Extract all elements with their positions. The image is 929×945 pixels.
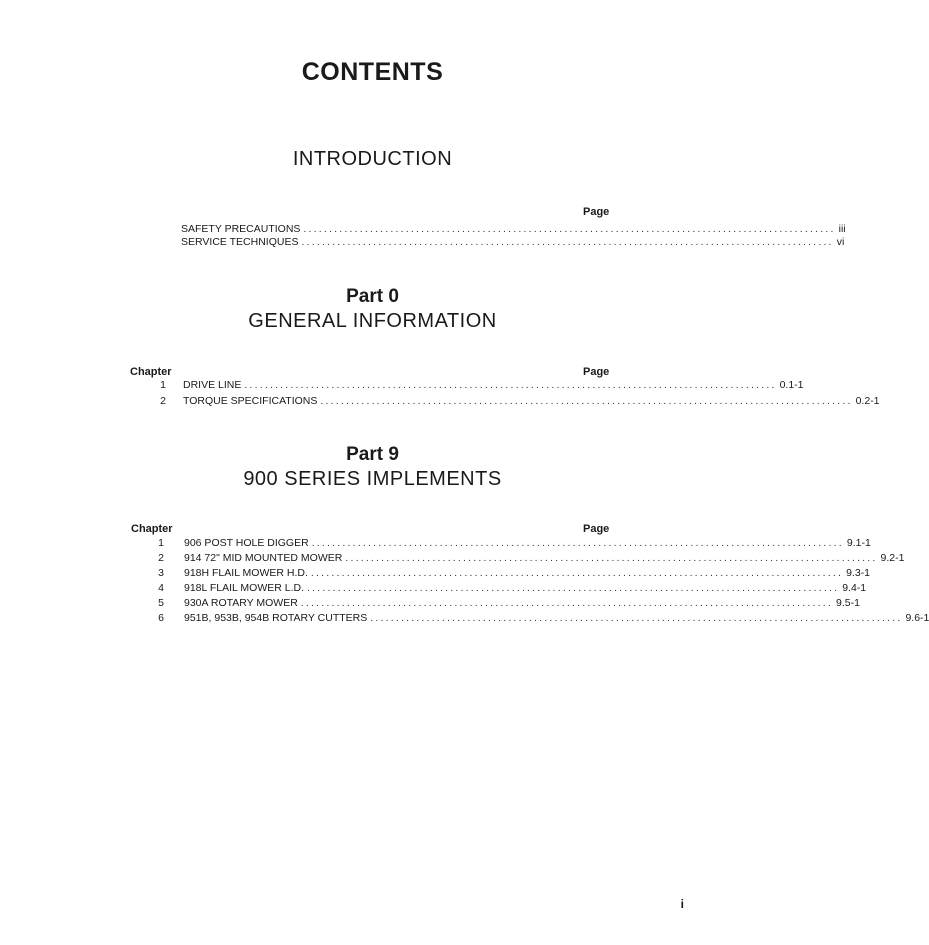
- dot-leader: ........................................................................................................: [244, 379, 777, 391]
- toc-entry-service-techniques[interactable]: [181, 235, 845, 250]
- chapter-number: 2: [158, 552, 164, 564]
- part9-label: Part 9: [346, 444, 399, 465]
- part0-chapter-column-header: Chapter: [130, 366, 172, 378]
- dot-leader: ........................................................................................................: [370, 612, 903, 624]
- toc-entry-page: iii: [838, 223, 846, 235]
- chapter-number: 1: [158, 537, 164, 549]
- part9-chapter-column-header: Chapter: [131, 523, 173, 535]
- dot-leader: ........................................................................................................: [320, 395, 853, 407]
- chapter-number: 2: [160, 395, 166, 407]
- toc-entry-flail-mower-hd[interactable]: [158, 566, 871, 581]
- chapter-number: 1: [160, 379, 166, 391]
- toc-entry-drive-line[interactable]: [160, 378, 804, 393]
- toc-entry-page: 9.5-1: [836, 597, 860, 609]
- toc-entry-post-hole-digger[interactable]: [158, 536, 871, 551]
- dot-leader: ........................................................................................................: [311, 537, 844, 549]
- toc-entry-title: SERVICE TECHNIQUES: [181, 236, 299, 248]
- toc-entry-page: 9.3-1: [846, 567, 871, 579]
- toc-entry-rotary-mower[interactable]: [158, 596, 860, 611]
- toc-entry-page: 9.6-1: [905, 612, 929, 624]
- page-title: CONTENTS: [301, 58, 444, 86]
- toc-entry-title: 906 POST HOLE DIGGER: [184, 537, 309, 549]
- toc-entry-page: 0.2-1: [855, 395, 880, 407]
- dot-leader: ........................................................................................................: [303, 223, 836, 235]
- dot-leader: ........................................................................................................: [310, 567, 844, 579]
- toc-entry-mid-mounted-mower[interactable]: [158, 551, 905, 566]
- toc-entry-page: 9.4-1: [842, 582, 867, 594]
- part9-name: 900 SERIES IMPLEMENTS: [243, 468, 502, 490]
- intro-page-column-header: Page: [583, 206, 610, 218]
- chapter-number: 5: [158, 597, 164, 609]
- toc-entry-title: 930A ROTARY MOWER: [184, 597, 298, 609]
- toc-entry-title: DRIVE LINE: [183, 379, 242, 391]
- dot-leader: ........................................................................................................: [301, 236, 834, 248]
- toc-entry-page: vi: [836, 236, 845, 248]
- dot-leader: ........................................................................................................: [345, 552, 878, 564]
- toc-entry-title: SAFETY PRECAUTIONS: [181, 223, 301, 235]
- toc-entry-title: 914 72" MID MOUNTED MOWER: [184, 552, 343, 564]
- chapter-number: 3: [158, 567, 164, 579]
- toc-entry-title: 951B, 953B, 954B ROTARY CUTTERS: [184, 612, 368, 624]
- toc-entry-flail-mower-ld[interactable]: [158, 581, 867, 596]
- toc-entry-torque-specifications[interactable]: [160, 394, 880, 409]
- part0-name: GENERAL INFORMATION: [248, 310, 497, 332]
- toc-entry-page: 9.2-1: [880, 552, 905, 564]
- chapter-number: 4: [158, 582, 164, 594]
- toc-entry-page: 9.1-1: [846, 537, 871, 549]
- dot-leader: ........................................................................................................: [307, 582, 840, 594]
- part9-page-column-header: Page: [583, 523, 610, 535]
- chapter-number: 6: [158, 612, 164, 624]
- introduction-heading: INTRODUCTION: [292, 148, 453, 170]
- toc-entry-rotary-cutters[interactable]: [158, 611, 929, 626]
- toc-entry-title: TORQUE SPECIFICATIONS: [183, 395, 318, 407]
- part0-page-column-header: Page: [583, 366, 610, 378]
- dot-leader: ........................................................................................................: [300, 597, 833, 609]
- part0-label: Part 0: [346, 286, 399, 307]
- toc-entry-title: 918H FLAIL MOWER H.D.: [184, 567, 308, 579]
- toc-entry-page: 0.1-1: [779, 379, 804, 391]
- page-number: i: [680, 897, 684, 911]
- toc-entry-title: 918L FLAIL MOWER L.D.: [184, 582, 305, 594]
